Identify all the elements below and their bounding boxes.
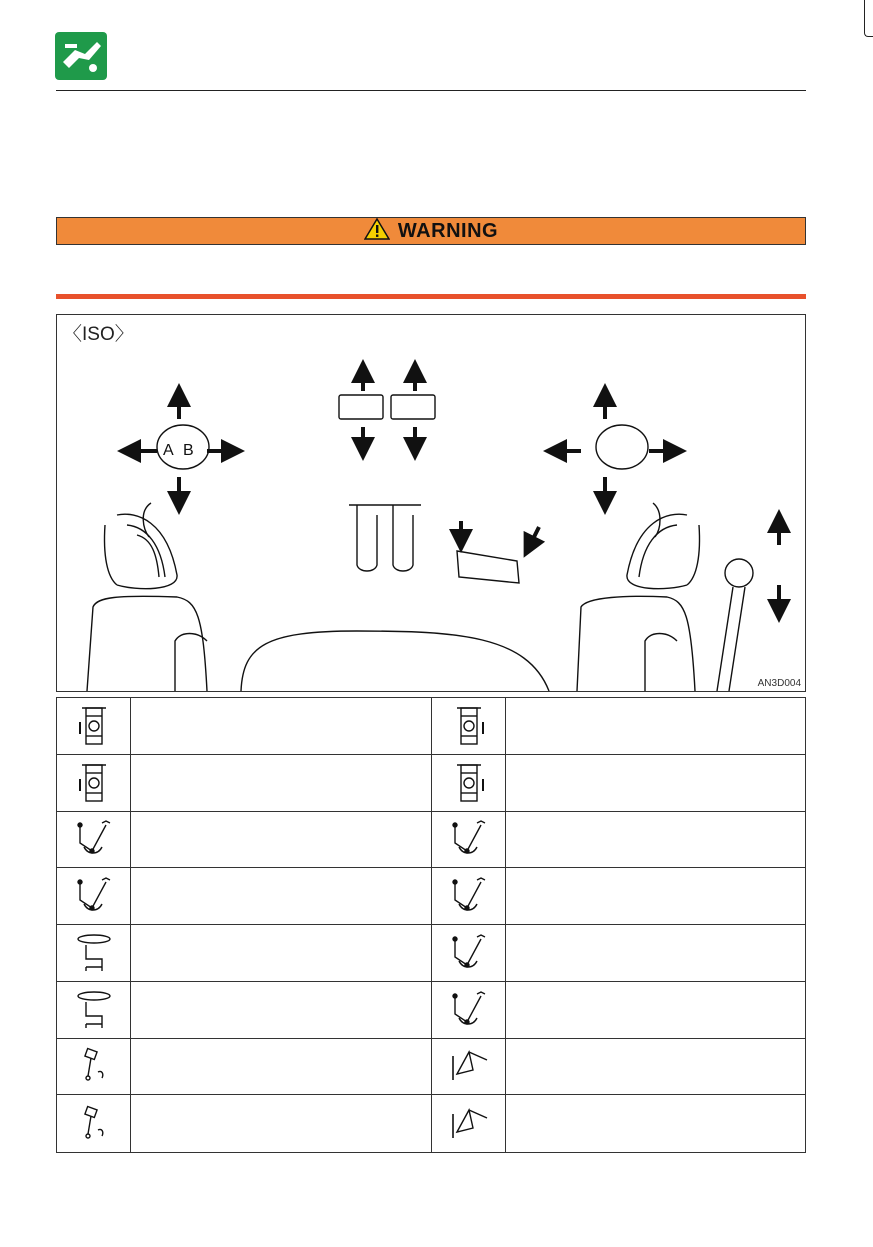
legend-description-left <box>131 812 431 868</box>
legend-description-right <box>506 925 804 981</box>
section-divider <box>56 294 806 299</box>
legend-row <box>57 1039 805 1096</box>
right-track-reverse-icon <box>432 755 506 811</box>
legend-row <box>57 812 805 869</box>
legend-description-left <box>131 1039 431 1095</box>
legend-description-left <box>131 1095 431 1152</box>
legend-description-right <box>506 982 804 1038</box>
warning-banner <box>56 217 806 245</box>
legend-description-left <box>131 925 431 981</box>
left-track-reverse-icon <box>57 755 131 811</box>
legend-row <box>57 1095 805 1152</box>
arm-out-icon <box>432 812 506 868</box>
legend-row <box>57 755 805 812</box>
bucket-dump-icon <box>432 982 506 1038</box>
swing-pedal-left-icon <box>57 1039 131 1095</box>
legend-description-right <box>506 1039 804 1095</box>
page-edge-tab <box>864 0 873 37</box>
legend-description-left <box>131 755 431 811</box>
warning-triangle-icon <box>364 218 390 245</box>
knob-label-a: A <box>163 442 174 459</box>
legend-row <box>57 868 805 925</box>
figure-code: AN3D004 <box>757 678 801 689</box>
hand-pointing-icon <box>55 32 107 80</box>
legend-description-left <box>131 982 431 1038</box>
knob-label-b: B <box>183 442 194 459</box>
legend-row <box>57 698 805 755</box>
swing-right-icon <box>57 982 131 1038</box>
boom-lower-icon <box>57 868 131 924</box>
blade-raise-icon <box>432 1039 506 1095</box>
arm-in-icon <box>432 868 506 924</box>
right-track-forward-icon <box>432 698 506 754</box>
boom-raise-icon <box>57 812 131 868</box>
control-legend-table <box>56 697 806 1153</box>
warning-label: WARNING <box>397 219 499 242</box>
legend-description-right <box>506 755 804 811</box>
control-layout-diagram <box>56 314 806 692</box>
swing-left-icon <box>57 925 131 981</box>
legend-description-right <box>506 812 804 868</box>
legend-description-right <box>506 1095 804 1152</box>
operator-controls-illustration <box>57 315 805 691</box>
blade-lower-icon <box>432 1095 506 1152</box>
iso-label: 〈ISO〉 <box>63 324 134 345</box>
legend-description-right <box>506 868 804 924</box>
legend-description-left <box>131 868 431 924</box>
bucket-crowd-icon <box>432 925 506 981</box>
legend-row <box>57 925 805 982</box>
left-track-forward-icon <box>57 698 131 754</box>
legend-row <box>57 982 805 1039</box>
header-divider <box>56 90 806 91</box>
legend-description-right <box>506 698 804 754</box>
legend-description-left <box>131 698 431 754</box>
swing-pedal-right-icon <box>57 1095 131 1152</box>
